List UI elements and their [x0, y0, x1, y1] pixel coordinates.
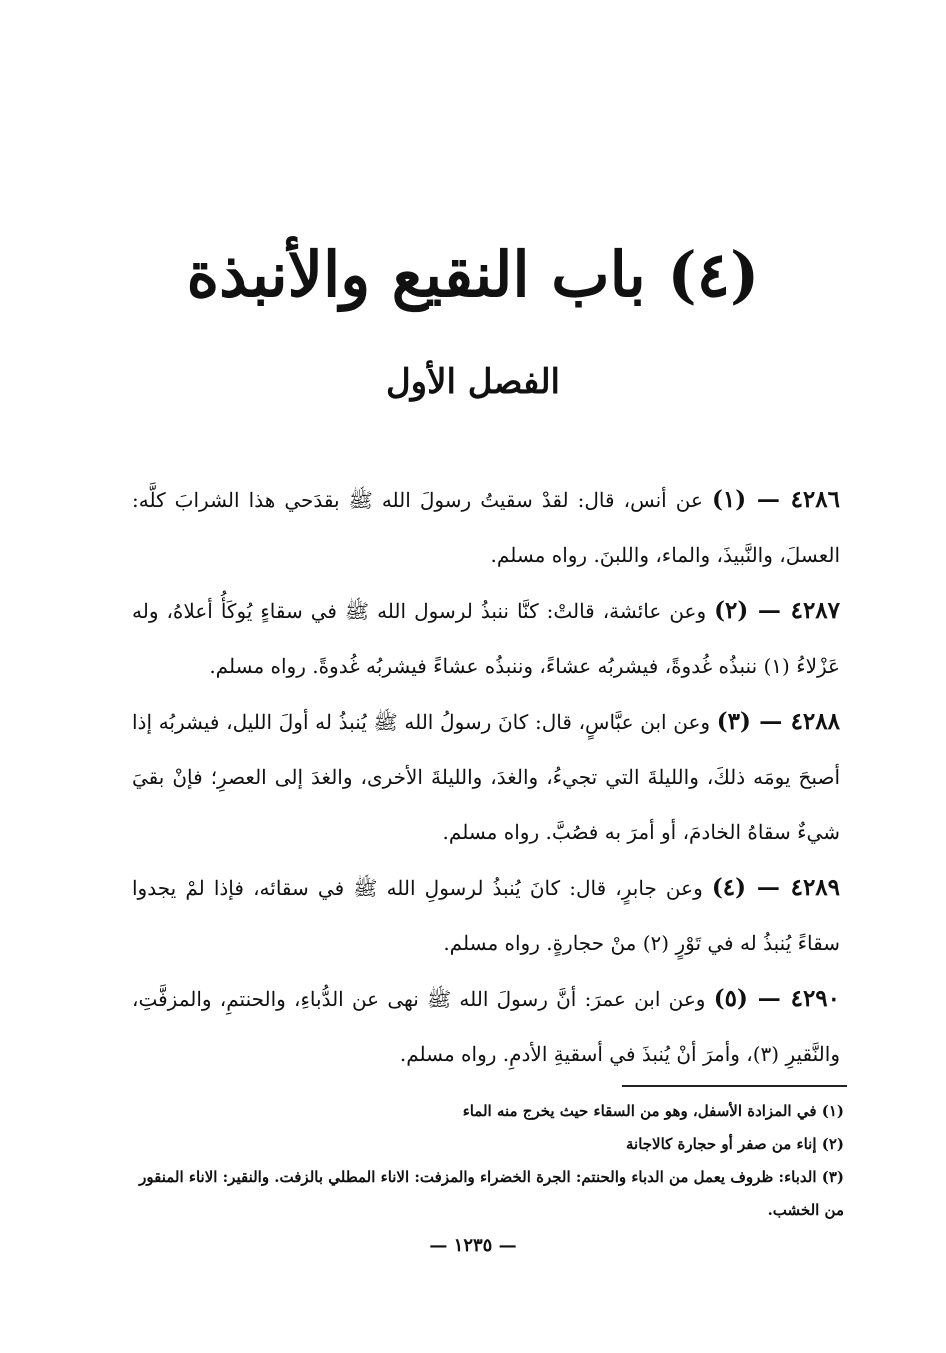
hadith-text: وعن عائشة، قالتْ: كنَّا ننبذُ لرسول الله ﷺ في سقاءٍ يُوكَأُ أعلاهُ، وله عَزْلاءُ (١) ننبذُه غُدوةً، فيشربُه عشاءً، وننبذُه عشاءً فيشربُه غُدوةً. رواه مسلم. — [132, 599, 840, 678]
chapter-title: (٤) باب النقيع والأنبذة — [186, 238, 760, 311]
page-number: — ١٢٣٥ — — [429, 1235, 517, 1256]
hadith-number: ٤٢٨٧ — (٢) — [714, 597, 841, 624]
hadith-4288 — [132, 694, 840, 860]
hadith-4286 — [132, 472, 840, 583]
footnote-separator — [622, 1085, 847, 1087]
hadith-number: ٤٢٩٠ — (٥) — [713, 985, 841, 1012]
hadith-4287 — [132, 583, 840, 694]
hadith-number: ٤٢٨٩ — (٤) — [711, 874, 841, 901]
hadith-number: ٤٢٨٨ — (٣) — [716, 708, 840, 735]
hadith-list — [132, 472, 840, 1082]
hadith-text: وعن جابرٍ، قال: كانَ يُنبذُ لرسولِ الله ﷺ في سقائه، فإذا لمْ يجدوا سقاءً يُنبذُ له في تَوْرٍ (٢) منْ حجارةٍ. رواه مسلم. — [132, 876, 840, 955]
hadith-text: عن أنس، قال: لقدْ سقيتُ رسولَ الله ﷺ بقدَحي هذا الشرابَ كلَّه: العسلَ، والنَّبيذَ، والماء، واللبنَ. رواه مسلم. — [132, 488, 840, 567]
hadith-text: وعن ابن عمرَ: أنَّ رسولَ الله ﷺ نهى عن الدُّباءِ، والحنتمِ، والمزفَّتِ، والنَّقيرِ (٣)، وأمرَ أنْ يُنبذَ في أسقيةِ الأدمِ. رواه مسلم. — [132, 987, 840, 1066]
footnotes — [132, 1095, 844, 1227]
footnote-3: (٣) الدباء: ظروف يعمل من الدباء والحنتم: الجرة الخضراء والمزفت: الاناء المطلي بالزفت. والنقير: الاناء المنقور من الخشب. — [139, 1168, 844, 1219]
hadith-4289 — [132, 860, 840, 971]
hadith-4290 — [132, 971, 840, 1082]
footnote-1: (١) في المزادة الأسفل، وهو من السقاء حيث يخرج منه الماء — [462, 1102, 844, 1120]
section-title: الفصل الأول — [385, 362, 561, 402]
hadith-number: ٤٢٨٦ — (١) — [712, 486, 840, 513]
footnote-2: (٢) إناء من صفر أو حجارة كالاجانة — [626, 1135, 844, 1153]
hadith-text: وعن ابن عبَّاسٍ، قال: كانَ رسولُ الله ﷺ يُنبذُ له أولَ الليل، فيشربُه إذا أصبحَ يومَه ذلكَ، والليلةَ التي تجيءُ، والغدَ، والليلةَ الأخرى، والغدَ إلى العصرِ؛ فإنْ بقيَ شيءٌ سقاهُ الخادمَ، أو أمرَ به فصُبَّ. رواه مسلم. — [132, 710, 840, 844]
